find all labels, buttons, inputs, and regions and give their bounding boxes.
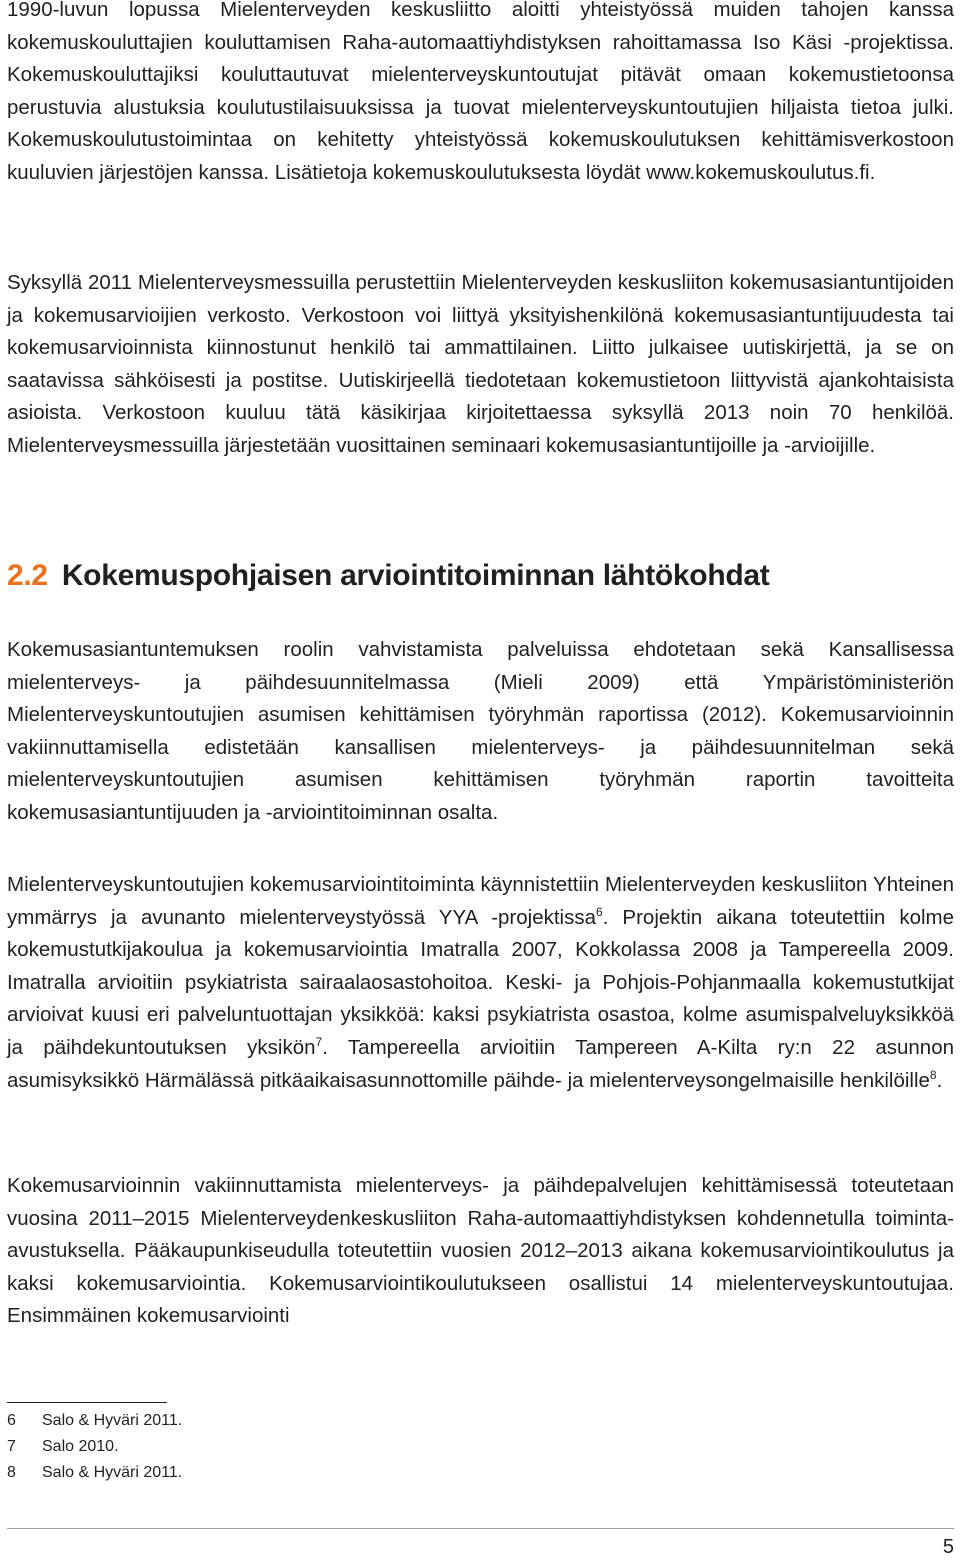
paragraph-kokemuskoulutus: 1990-luvun lopussa Mielenterveyden keskusliitto aloitti yhteistyössä muiden tahojen kanssa kokemuskouluttajien kouluttamisen Raha-automaattiyhdistyksen rahoittamassa Iso Käsi -projektissa. Kokemuskouluttajiksi kouluttautuvat mielenterveyskuntoutujat pitävät omaan kokemustietoonsa perustuvia alustuksia koulutustilaisuuksissa ja tuovat mielenterveyskuntoutujien hiljaista tietoa julki. Kokemuskoulutustoimintaa on kehitetty yhteistyössä kokemuskoulutuksen kehittämisverkostoon kuuluvien järjestöjen kanssa. Lisätietoja kokemuskoulutuksesta löydät www.kokemuskoulutus.fi. xyxy=(7,0,954,184)
footnote-ref[interactable]: 8 xyxy=(929,1067,937,1082)
paragraph-roolin-vahvistaminen: Kokemusasiantuntemuksen roolin vahvistamista palveluissa ehdotetaan sekä Kansallisessa mielenterveys- ja päihdesuunnitelmassa (Mieli 2009) että Ympäristöministeriön Mielenterveyskuntoutujien asumisen kehittämisen työryhmän raportissa (2012). Kokemusarvioinnin vakiinnuttamisella edistetään kansallisen mielenterveys- ja päihdesuunnitelman sekä mielenterveyskuntoutujien asumisen kehittämisen työryhmän raportin tavoitteita kokemusasiantuntijuuden ja -arviointitoiminnan osalta. xyxy=(7,638,954,824)
section-heading xyxy=(7,559,769,593)
footnote-item xyxy=(7,1460,182,1486)
footnote-text: Salo 2010. xyxy=(42,1438,119,1455)
page-footer-divider xyxy=(7,1528,954,1529)
paragraph-verkosto: Syksyllä 2011 Mielenterveysmessuilla perustettiin Mielenterveyden keskusliiton kokemusasiantuntijoiden ja kokemusarvioijien verkosto. Verkostoon voi liittyä yksityishenkilönä kokemusasiantuntijuudesta tai kokemusarvioinnista kiinnostunut henkilö tai ammattilainen. Liitto julkaisee uutiskirjettä, ja se on saatavissa sähköisesti ja postitse. Uutiskirjeellä tiedotetaan kokemustietoon liittyvistä ajankohtaisista asioista. Verkostoon kuuluu tätä käsikirjaa kirjoitettaessa syksyllä 2013 noin 70 henkilöä. Mielenterveysmessuilla järjestetään vuosittainen seminaari kokemusasiantuntijoille ja -arvioijille. xyxy=(7,271,954,457)
footnote-number: 6 xyxy=(7,1412,16,1429)
paragraph-text-part: . xyxy=(936,1068,943,1092)
footnote-ref[interactable]: 6 xyxy=(596,904,603,919)
paragraph-text-part: . Tampereella arvioitiin Tampereen A-Kilta ry:n 22 asunnon asumisyksikkö Härmälässä pitkäaikaisasunnottomille päihde- ja mielenterveysongelmaisille henkilöille xyxy=(7,1035,954,1092)
paragraph-text-part: . Projektin aikana toteutettiin kolme kokemustutkijakoulua ja kokemusarviointia Imatralla 2007, Kokkolassa 2008 ja Tampereella 2009. Imatralla arvioitiin psykiatrista sairaalaosastohoitoa. Keski- ja Pohjois-Pohjanmaalla kokemustutkijat arvioivat kuusi eri palveluntuottajan yksikköä: kaksi psykiatrista osastoa, kolme asumispalveluyksikköä ja päihdekuntoutuksen yksikön xyxy=(7,905,954,1059)
footnote-ref[interactable]: 7 xyxy=(315,1034,323,1049)
footnote-number: 7 xyxy=(7,1438,16,1455)
section-number: 2.2 xyxy=(7,559,48,592)
paragraph-text-part: Mielenterveyskuntoutujien kokemusarviointitoiminta käynnistettiin Mielenterveyden keskusliiton Yhteinen ymmärrys ja avunanto mielenterveystyössä YYA -projektissa xyxy=(7,873,954,929)
footnote-number: 8 xyxy=(7,1464,16,1481)
footnote-list xyxy=(7,1408,182,1486)
footnote-item xyxy=(7,1434,182,1460)
paragraph-toiminnan-kaynnistys xyxy=(7,869,954,1097)
footnote-item xyxy=(7,1408,182,1434)
footnote-text: Salo & Hyväri 2011. xyxy=(42,1464,183,1481)
footnote-text: Salo & Hyväri 2011. xyxy=(42,1412,183,1429)
footnote-divider xyxy=(7,1402,167,1403)
paragraph-vakiinnuttaminen: Kokemusarvioinnin vakiinnuttamista mielenterveys- ja päihdepalvelujen kehittämisessä toteutetaan vuosina 2011–2015 Mielenterveydenkeskusliiton Raha-automaattiyhdistyksen kohdennetulla toiminta-avustuksella. Pääkaupunkiseudulla toteutettiin vuosien 2012–2013 aikana kokemusarviointikoulutus ja kaksi kokemusarviointia. Kokemusarviointikoulutukseen osallistui 14 mielenterveyskuntoutujaa. Ensimmäinen kokemusarviointi xyxy=(7,1174,954,1328)
section-title: Kokemuspohjaisen arviointitoiminnan lähtökohdat xyxy=(61,559,770,592)
page-number: 5 xyxy=(942,1536,954,1558)
